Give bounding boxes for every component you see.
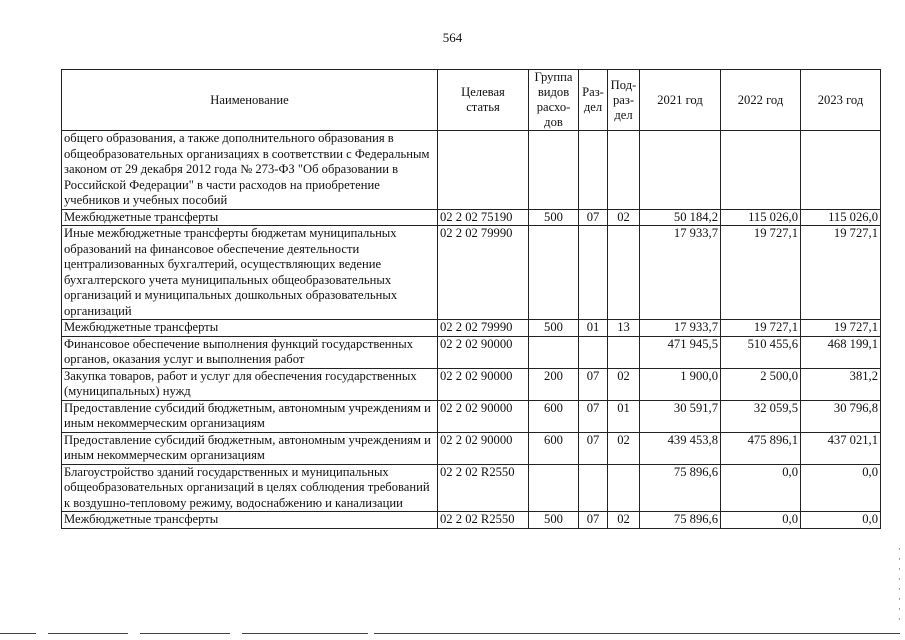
row-section <box>579 131 608 210</box>
header-target-article-line: статья <box>466 100 500 114</box>
row-code: 02 2 02 79990 <box>438 320 529 337</box>
row-value-2022: 510 455,6 <box>721 336 801 368</box>
table-row <box>62 400 881 432</box>
row-value-2021: 50 184,2 <box>640 209 721 226</box>
header-target-article <box>438 70 529 131</box>
row-name: Предоставление субсидий бюджетным, автономным учреждениям и иным некоммерческим организациям <box>62 432 438 464</box>
table-row <box>62 131 881 210</box>
table-header <box>62 70 881 131</box>
row-name: Финансовое обеспечение выполнения функций государственных органов, оказания услуг и выполнения работ <box>62 336 438 368</box>
row-code: 02 2 02 90000 <box>438 336 529 368</box>
row-value-2023: 19 727,1 <box>801 226 881 320</box>
scan-margin-marks: · · · · · · · · <box>898 544 901 624</box>
row-code: 02 2 02 90000 <box>438 432 529 464</box>
header-target-article-line: Целевая <box>461 85 505 99</box>
row-value-2021: 471 945,5 <box>640 336 721 368</box>
row-group: 200 <box>529 368 579 400</box>
row-value-2021: 17 933,7 <box>640 320 721 337</box>
row-name: Иные межбюджетные трансферты бюджетам муниципальных образований на финансовое обеспечение деятельности централизованных бухгалтерий, осуществляющих ведение бухгалтерского учета муниципальных общеобразовательных организаций и муниципальных дошкольных образовательных организаций <box>62 226 438 320</box>
row-value-2022: 19 727,1 <box>721 320 801 337</box>
row-group: 500 <box>529 209 579 226</box>
row-value-2022: 19 727,1 <box>721 226 801 320</box>
row-group: 500 <box>529 320 579 337</box>
row-value-2023: 19 727,1 <box>801 320 881 337</box>
table-row <box>62 336 881 368</box>
footer-rule <box>374 633 900 634</box>
row-subsection: 02 <box>608 512 640 529</box>
row-value-2023: 0,0 <box>801 464 881 512</box>
row-group <box>529 226 579 320</box>
row-value-2022: 475 896,1 <box>721 432 801 464</box>
header-year-2022: 2022 год <box>721 70 801 131</box>
row-code: 02 2 02 75190 <box>438 209 529 226</box>
row-name: Закупка товаров, работ и услуг для обеспечения государственных (муниципальных) нужд <box>62 368 438 400</box>
row-section: 07 <box>579 368 608 400</box>
row-value-2023: 468 199,1 <box>801 336 881 368</box>
table-row <box>62 432 881 464</box>
row-subsection <box>608 336 640 368</box>
row-group: 600 <box>529 400 579 432</box>
header-expense-group-line: Группа <box>534 70 573 84</box>
row-name: Благоустройство зданий государственных и муниципальных общеобразовательных организаций в целях соблюдения требований к воздушно-тепловому режиму, водоснабжению и канализации <box>62 464 438 512</box>
row-group <box>529 464 579 512</box>
row-value-2021 <box>640 131 721 210</box>
footer-rule <box>242 633 368 634</box>
header-year-2021: 2021 год <box>640 70 721 131</box>
row-value-2022 <box>721 131 801 210</box>
row-code: 02 2 02 R2550 <box>438 464 529 512</box>
row-name: Межбюджетные трансферты <box>62 320 438 337</box>
row-group: 500 <box>529 512 579 529</box>
footer-rule <box>48 633 128 634</box>
row-value-2022: 0,0 <box>721 464 801 512</box>
row-subsection: 02 <box>608 432 640 464</box>
row-subsection: 13 <box>608 320 640 337</box>
row-name: общего образования, а также дополнительного образования в общеобразовательных организациях в соответствии с Федеральным законом от 29 декабря 2012 года № 273-ФЗ "Об образовании в Российской Федерации" в части расходов на приобретение учебников и учебных пособий <box>62 131 438 210</box>
row-group <box>529 131 579 210</box>
header-section-line: Раз- <box>582 85 604 99</box>
row-value-2022: 115 026,0 <box>721 209 801 226</box>
row-value-2023: 437 021,1 <box>801 432 881 464</box>
row-value-2021: 75 896,6 <box>640 512 721 529</box>
header-subsection-line: Под- <box>610 77 637 92</box>
row-code: 02 2 02 R2550 <box>438 512 529 529</box>
footer-rule <box>0 633 36 634</box>
row-value-2021: 1 900,0 <box>640 368 721 400</box>
row-section <box>579 226 608 320</box>
row-value-2021: 30 591,7 <box>640 400 721 432</box>
row-section <box>579 464 608 512</box>
header-expense-group-line: дов <box>544 115 563 129</box>
row-group: 600 <box>529 432 579 464</box>
row-subsection <box>608 226 640 320</box>
row-value-2021: 17 933,7 <box>640 226 721 320</box>
table-row <box>62 464 881 512</box>
row-value-2023: 0,0 <box>801 512 881 529</box>
row-group <box>529 336 579 368</box>
header-section-line: дел <box>583 100 603 114</box>
row-value-2023: 381,2 <box>801 368 881 400</box>
table-row <box>62 512 881 529</box>
table-row <box>62 368 881 400</box>
row-section: 07 <box>579 432 608 464</box>
page-number: 564 <box>442 30 463 45</box>
row-code: 02 2 02 90000 <box>438 368 529 400</box>
row-value-2022: 2 500,0 <box>721 368 801 400</box>
table-row <box>62 320 881 337</box>
row-value-2023: 115 026,0 <box>801 209 881 226</box>
header-subsection-line: раз- <box>612 92 635 107</box>
row-value-2021: 75 896,6 <box>640 464 721 512</box>
table-row <box>62 209 881 226</box>
header-expense-group-line: расхо- <box>536 100 571 114</box>
row-name: Межбюджетные трансферты <box>62 512 438 529</box>
header-expense-group-line: видов <box>537 85 570 99</box>
header-name: Наименование <box>62 70 438 131</box>
header-expense-group <box>529 70 579 131</box>
row-subsection <box>608 131 640 210</box>
budget-table <box>61 69 881 529</box>
row-value-2022: 0,0 <box>721 512 801 529</box>
row-subsection: 02 <box>608 368 640 400</box>
row-section <box>579 336 608 368</box>
header-section <box>579 70 608 131</box>
row-value-2023: 30 796,8 <box>801 400 881 432</box>
row-name: Межбюджетные трансферты <box>62 209 438 226</box>
row-subsection: 02 <box>608 209 640 226</box>
row-section: 07 <box>579 209 608 226</box>
row-code: 02 2 02 90000 <box>438 400 529 432</box>
row-name: Предоставление субсидий бюджетным, автономным учреждениям и иным некоммерческим организациям <box>62 400 438 432</box>
row-section: 01 <box>579 320 608 337</box>
table-body <box>62 131 881 529</box>
header-subsection-line: дел <box>614 107 633 122</box>
row-code: 02 2 02 79990 <box>438 226 529 320</box>
header-year-2023: 2023 год <box>801 70 881 131</box>
row-subsection <box>608 464 640 512</box>
row-code <box>438 131 529 210</box>
row-value-2022: 32 059,5 <box>721 400 801 432</box>
footer-rule <box>140 633 230 634</box>
row-section: 07 <box>579 512 608 529</box>
row-subsection: 01 <box>608 400 640 432</box>
table-row <box>62 226 881 320</box>
row-value-2023 <box>801 131 881 210</box>
row-value-2021: 439 453,8 <box>640 432 721 464</box>
row-section: 07 <box>579 400 608 432</box>
header-subsection <box>608 70 640 131</box>
